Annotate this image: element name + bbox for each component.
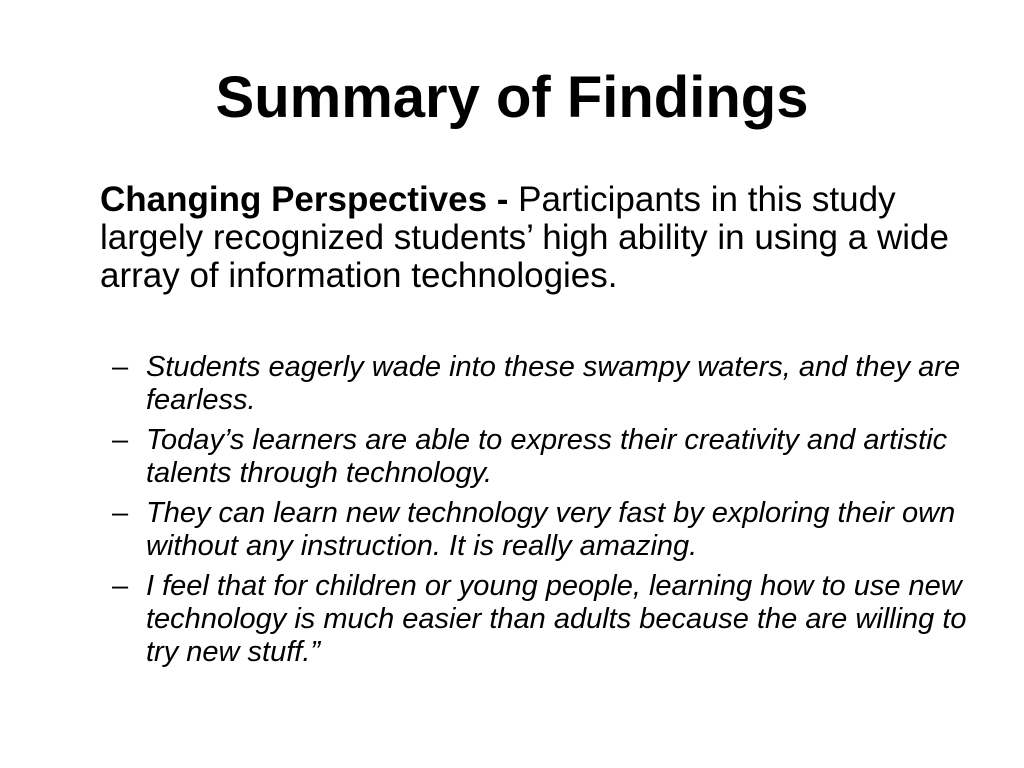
quote-text: They can learn new technology very fast by exploring their own without any instruction. It is really amazing. — [146, 497, 956, 562]
slide-title: Summary of Findings — [215, 65, 809, 130]
list-item — [112, 351, 972, 417]
findings-text: Participants in this study largely recognized students’ high ability in using a wide array of information technologies. — [100, 180, 949, 295]
quote-text: Today’s learners are able to express their creativity and artistic talents through technology. — [146, 424, 948, 489]
bullet-dash: – — [112, 424, 129, 456]
bullet-dash: – — [112, 497, 129, 529]
quote-text: Students eagerly wade into these swampy waters, and they are fearless. — [146, 351, 961, 416]
bullet-dash: – — [112, 570, 129, 602]
quote-text: I feel that for children or young people, learning how to use new technology is much easier than adults because the are willing to try new stuff.” — [146, 570, 967, 668]
list-item — [112, 570, 972, 669]
quotes-list — [112, 351, 972, 676]
list-item — [112, 497, 972, 563]
bullet-dash: – — [112, 351, 129, 383]
list-item — [112, 424, 972, 490]
findings-paragraph — [100, 181, 980, 295]
findings-lead: Changing Perspectives - — [100, 180, 519, 219]
